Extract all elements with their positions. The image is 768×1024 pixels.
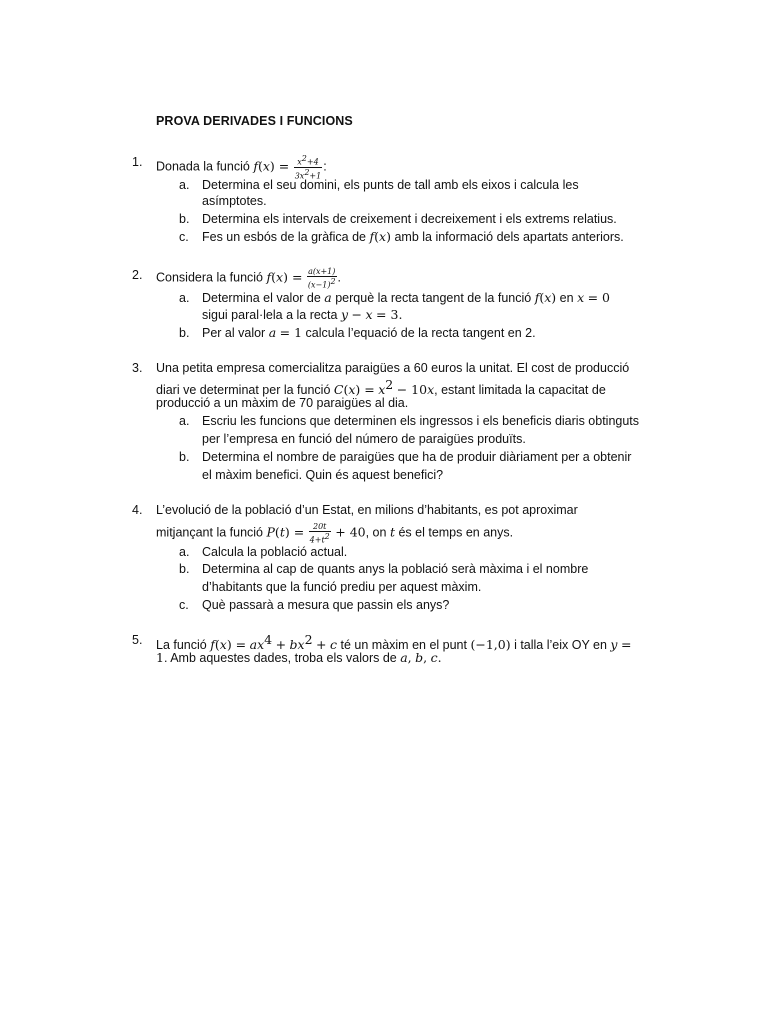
q4-b-label: b.: [179, 562, 190, 576]
q5-line2: 1. Amb aquestes dades, troba els valors de a, b, c.: [156, 650, 442, 665]
q3-line3: producció a un màxim de 70 paraigües al dia.: [156, 396, 409, 410]
q1-number: 1.: [132, 155, 143, 169]
q3-number: 3.: [132, 361, 143, 375]
q3-a-label: a.: [179, 414, 190, 428]
q5-number: 5.: [132, 633, 143, 647]
q4-b-line2: d’habitants que la funció prediu per aquest màxim.: [202, 580, 482, 594]
q1-c-label: c.: [179, 230, 189, 244]
q4-number: 4.: [132, 503, 143, 517]
q2-a-line2: sigui paral·lela a la recta y − x = 3.: [202, 307, 403, 322]
q2-a-line1: Determina el valor de a perquè la recta tangent de la funció f(x) en x = 0: [202, 290, 611, 305]
page-title: PROVA DERIVADES I FUNCIONS: [156, 114, 353, 128]
q5-line1: La funció $f(x) = ax^4 + bx^2 + c$ té un màxim en el punt (−1,0) i talla l’eix OY en y =: [156, 632, 632, 653]
q4-a-label: a.: [179, 545, 190, 559]
q1-a-label: a.: [179, 178, 190, 192]
q1-a-line2: asímptotes.: [202, 194, 267, 208]
q2-b-text: Per al valor a = 1 calcula l’equació de la recta tangent en 2.: [202, 325, 536, 340]
q4-b-line1: Determina al cap de quants anys la població serà màxima i el nombre: [202, 562, 589, 576]
q2-fraction: $\frac{a(x+1)}{(x-1)^2}$: [307, 267, 336, 290]
q1-a-line1: Determina el seu domini, els punts de tall amb els eixos i calcula les: [202, 178, 579, 192]
q3-line2: diari ve determinat per la funció $C(x) = x^2 - 10x$, estant limitada la capacitat de: [156, 377, 606, 398]
q3-b-line2: el màxim benefici. Quin és aquest benefici?: [202, 468, 444, 482]
q4-fraction: $\frac{20t}{4+t^2}$: [309, 522, 330, 545]
q2-number: 2.: [132, 268, 143, 282]
q1-c-text: Fes un esbós de la gràfica de f(x) amb la informació dels apartats anteriors.: [202, 229, 624, 244]
q3-b-line1: Determina el nombre de paraigües que ha de produir diàriament per a obtenir: [202, 450, 632, 464]
q3-b-label: b.: [179, 450, 190, 464]
q3-a-line2: per l’empresa en funció del número de paraigües produïts.: [202, 432, 526, 446]
q2-a-label: a.: [179, 291, 190, 305]
q1-b-label: b.: [179, 212, 190, 226]
q4-c-label: c.: [179, 598, 189, 612]
q1-b-text: Determina els intervals de creixement i decreixement i els extrems relatius.: [202, 212, 617, 226]
q3-a-line1: Escriu les funcions que determinen els ingressos i els beneficis diaris obtinguts: [202, 414, 640, 428]
q1-intro: Donada la funció: [156, 159, 250, 174]
q4-line1: L’evolució de la població d’un Estat, en milions d’habitants, es pot aproximar: [156, 503, 578, 517]
q2-b-label: b.: [179, 326, 190, 340]
q1-statement: Donada la funció f(x) = $\frac{x^2+4}{3x^2+1}$ :: [156, 154, 327, 181]
q4-c-text: Què passarà a mesura que passin els anys?: [202, 598, 450, 612]
q3-line1: Una petita empresa comercialitza paraigües a 60 euros la unitat. El cost de producció: [156, 361, 630, 375]
q4-a-text: Calcula la població actual.: [202, 545, 348, 559]
q2-statement: Considera la funció f(x) = $\frac{a(x+1)}{(x-1)^2}$ .: [156, 267, 342, 290]
q4-line2: mitjançant la funció P(t) = $\frac{20t}{4+t^2}$ + 40, on t és el temps en anys.: [156, 522, 514, 545]
q1-function: f: [253, 158, 258, 174]
q1-fraction: $\frac{x^2+4}{3x^2+1}$: [294, 154, 322, 181]
